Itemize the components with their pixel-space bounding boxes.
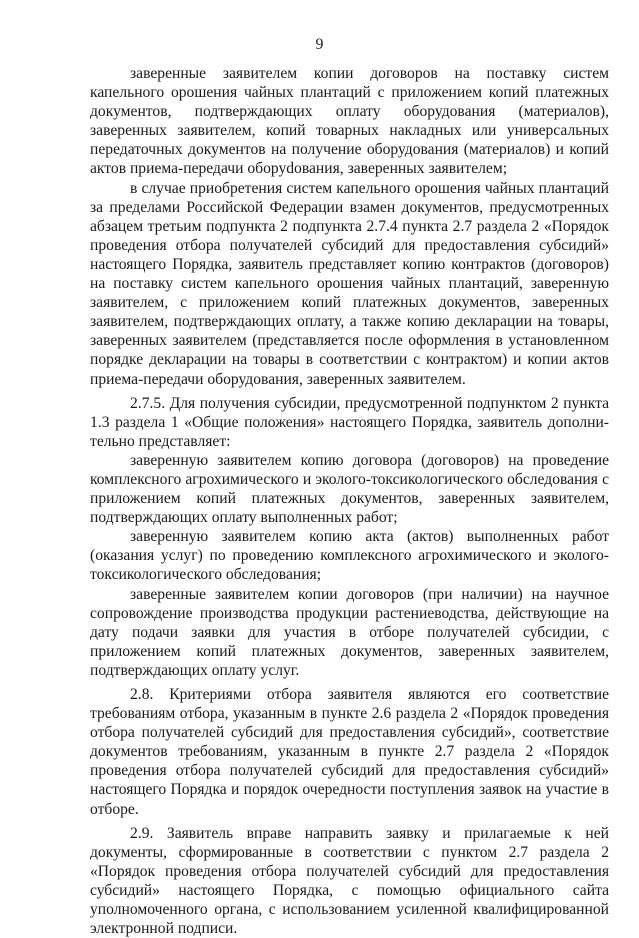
document-body	[90, 64, 609, 938]
paragraph-agrochemical-contract: заверенную заявителем копию договора (договоров) на проведение комплексного агрохимического и эколого-токсикологического обследования с приложением копий платежных документов, заверенных заявителем, подтверждающих оплату выполненных работ;	[90, 451, 609, 527]
paragraph-acts-of-work: заверенную заявителем копию акта (актов) выполненных работ (оказания услуг) по проведению комплексного агрохимического и эколого-токсикологического обследования;	[90, 528, 609, 584]
page-number: 9	[315, 36, 324, 53]
paragraph-contracts-drip-irrigation: заверенные заявителем копии договоров на поставку систем капельного орошения чайных плантаций с приложением копий платежных документов, подтверждающих оплату оборудования (материалов), заверенных заявителем, копий товарных накладных или универсальных передаточных документов на получение оборудования (материалов) и копий актов приема-передачи оборуdования, заверенных заявителем;	[90, 65, 609, 178]
paragraph-2-8: 2.8. Критериями отбора заявителя являются его соответствие требованиям отбора, указанным в пункте 2.6 раздела 2 «Порядок проведения отбора получателей субсидий для предоставления субсидий», соответствие документов требованиям, указанным в пункте 2.7 раздела 2 «Порядок проведения отбора получателей субсидий для предоставления субсидий» настоящего Порядка и порядок очередности поступления заявок на участие в отборе.	[90, 686, 609, 818]
paragraph-2-7-5: 2.7.5. Для получения субсидии, предусмотренной подпунктом 2 пункта 1.3 раздела 1 «Общие положения» настоящего Порядка, заявитель дополнительно представляет:	[90, 394, 609, 450]
paragraph-2-9: 2.9. Заявитель вправе направить заявку и прилагаемые к ней документы, сформированные в соответствии с пунктом 2.7 раздела 2 «Порядок проведения отбора получателей субсидий для предоставления субсидий» настоящего Порядка, с помощью официального сайта уполномоченного органа, с использованием усиленной квалифицированной электронной подписи.	[90, 824, 609, 938]
paragraph-import-outside-russia: в случае приобретения систем капельного орошения чайных плантаций за пределами Российской Федерации взамен документов, предусмотренных абзацем третьим подпункта 2 подпункта 2.7.4 пункта 2.7 раздела 2 «Порядок проведения отбора получателей субсидий для предоставления субсидий» настоящего Порядка, заявитель представляет копию контрактов (договоров) на поставку систем капельного орошения чайных плантаций, заверенную заявителем, с приложением копий платежных документов, заверенных заявителем, подтверждающих оплату, а также копию декларации на товары, заверенных заявителем (представляется после оформления в установленном порядке декларации на товары в соответствии с контрактом) и копии актов приема-передачи оборудования, заверенных заявителем.	[90, 179, 609, 388]
paragraph-scientific-support: заверенные заявителем копии договоров (при наличии) на научное сопровождение производства продукции растениеводства, действующие на дату подачи заявки для участия в отборе получателей субсидии, с приложением копий платежных документов, заверенных заявителем, подтверждающих оплату услуг.	[90, 585, 609, 679]
